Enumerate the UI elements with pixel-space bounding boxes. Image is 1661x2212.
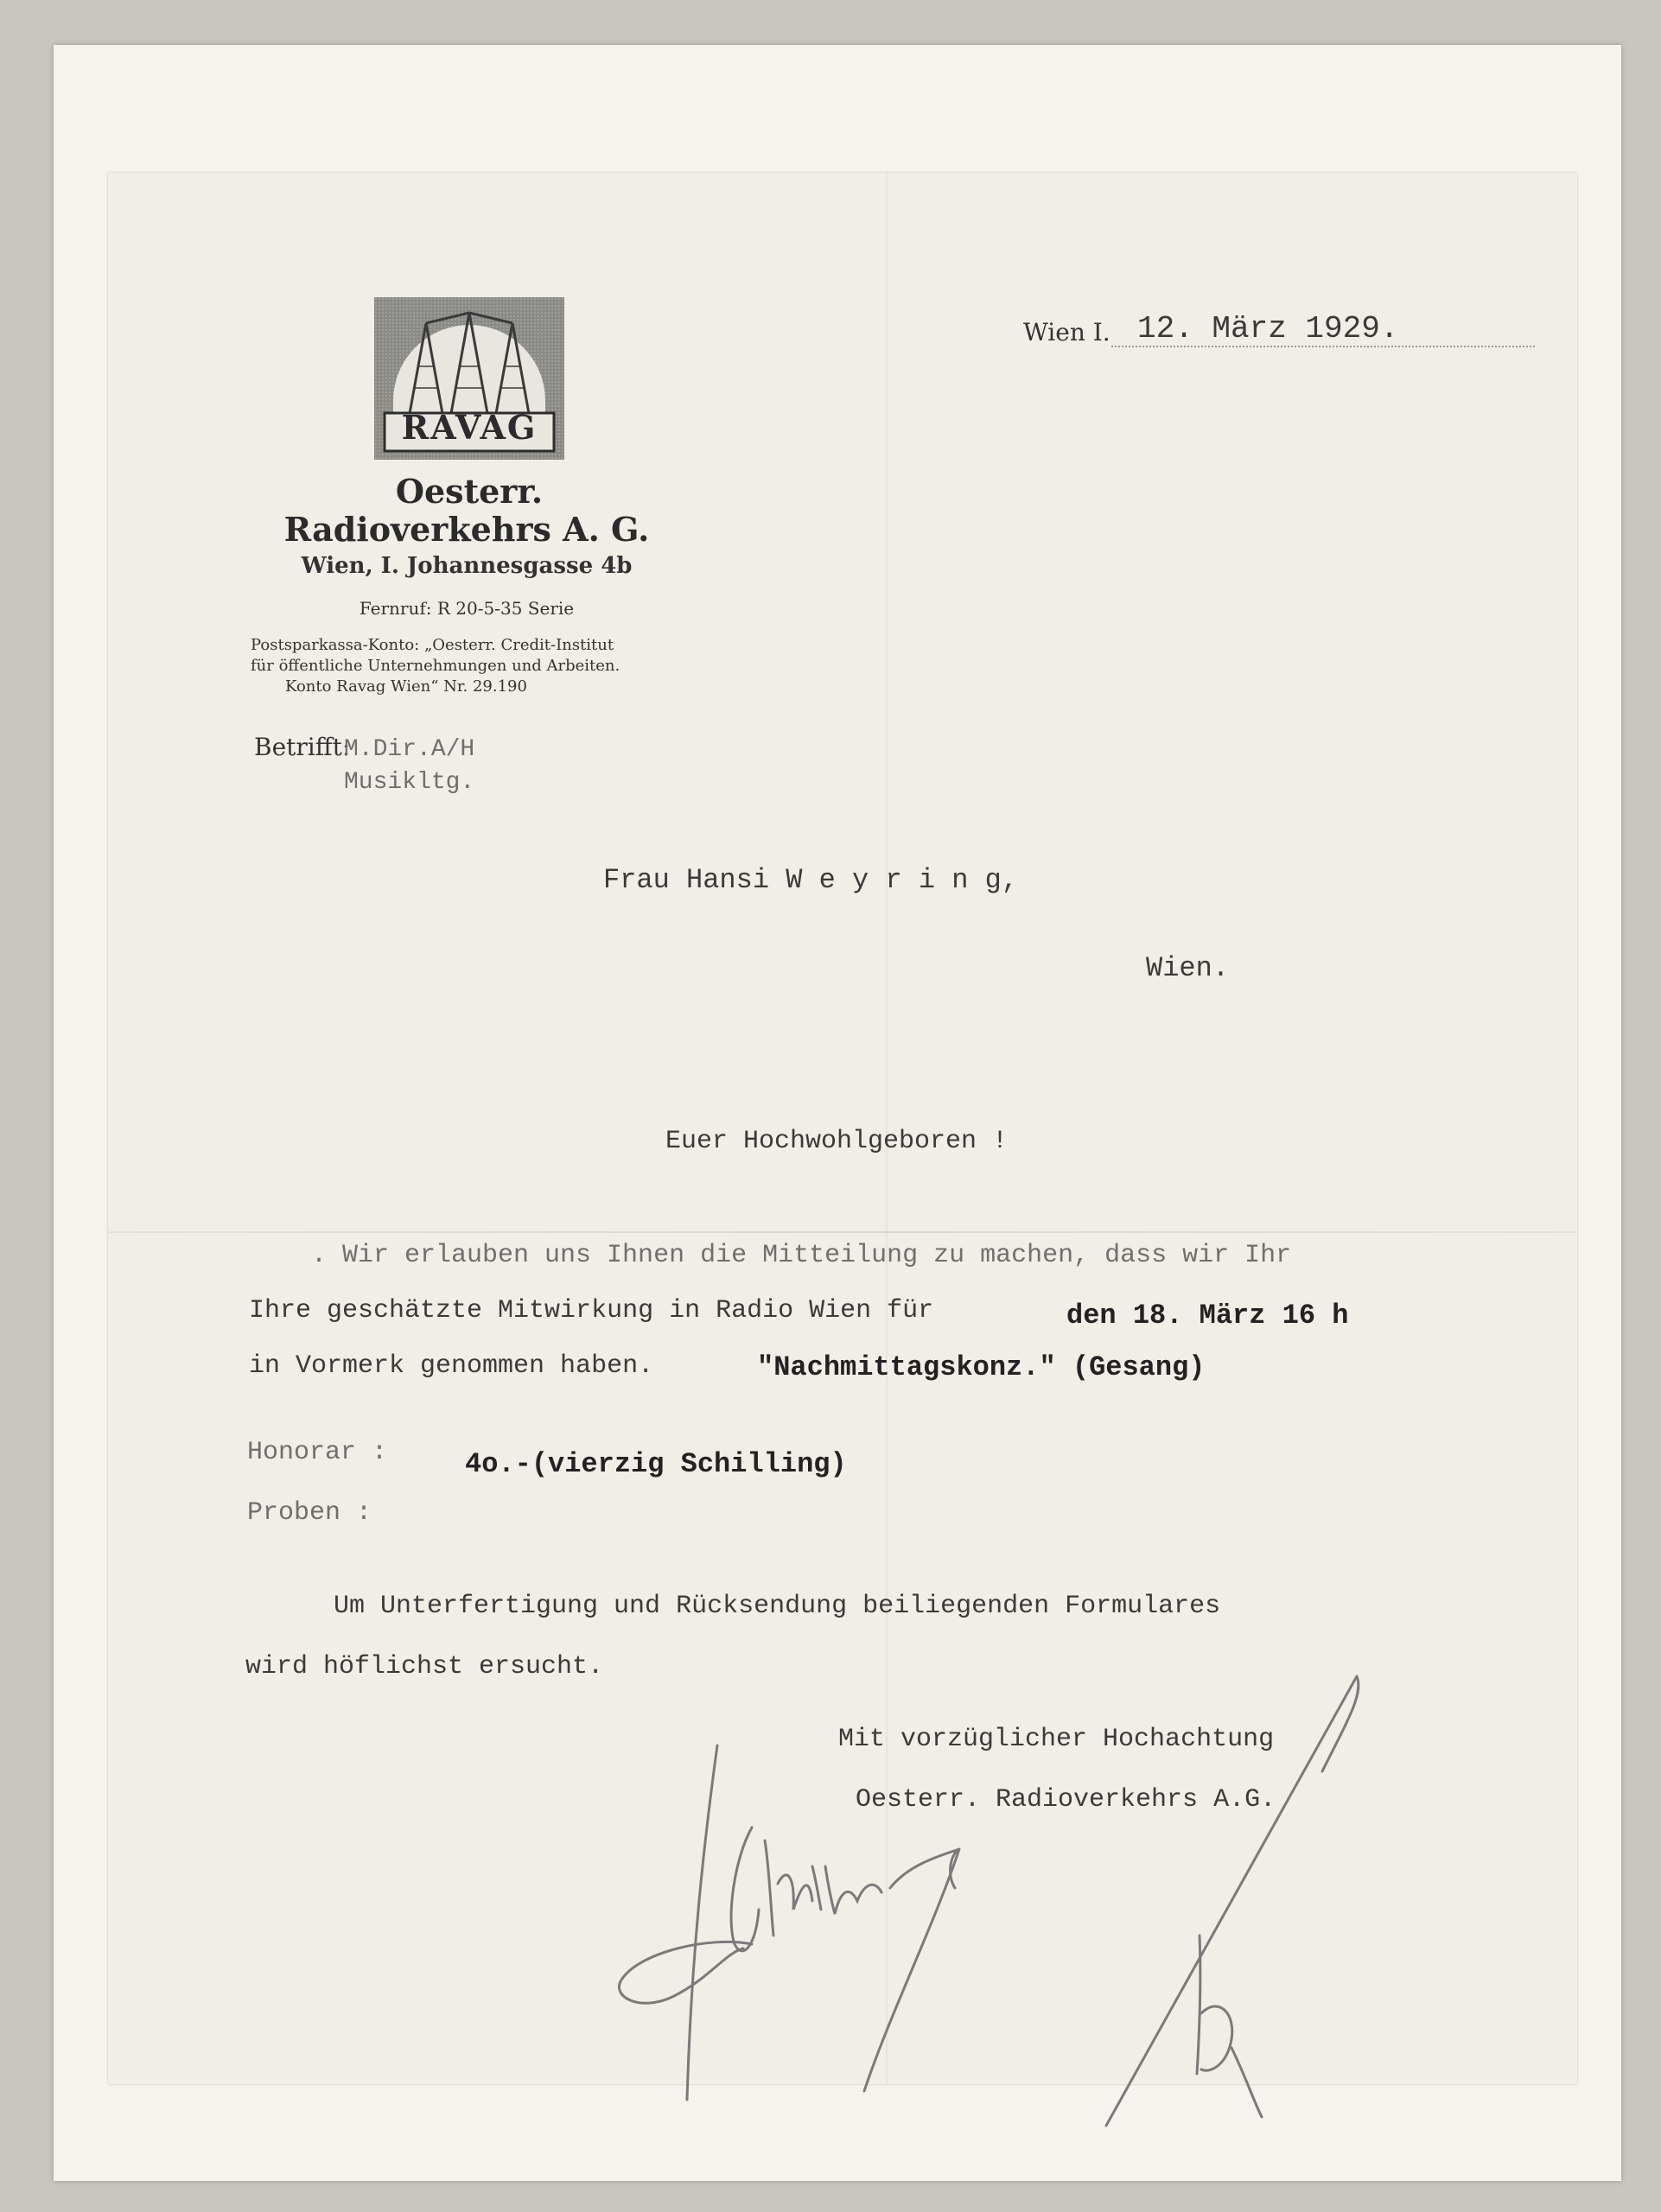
fee-value: 4o.-(vierzig Schilling): [465, 1448, 847, 1480]
reference-label: Betrifft:: [254, 733, 351, 761]
body-line-2-start: Ihre geschätzte Mitwirkung in Radio Wien für: [249, 1296, 934, 1325]
logo-text: RAVAG: [401, 408, 538, 447]
request-line-2: wird höflichst ersucht.: [245, 1652, 604, 1681]
company-address: Wien, I. Johannesgasse 4b: [301, 553, 633, 579]
closing-line-1: Mit vorzüglicher Hochachtung: [838, 1725, 1275, 1754]
bank-line-2: für öffentliche Unternehmungen und Arbeiten.: [251, 657, 620, 675]
body-line-3-start: in Vormerk genommen haben.: [249, 1351, 654, 1381]
body-line-3-program: "Nachmittagskonz." (Gesang): [757, 1351, 1206, 1383]
signature-left: [605, 1737, 1089, 2108]
date-place: Wien I.: [1023, 318, 1111, 346]
reference-line-2: Musikltg.: [344, 769, 475, 796]
body-line-2-date: den 18. März 16 h: [1066, 1300, 1349, 1332]
closing-line-2: Oesterr. Radioverkehrs A.G.: [856, 1785, 1276, 1815]
salutation: Euer Hochwohlgeboren !: [665, 1127, 1009, 1156]
company-name-line2: Radioverkehrs A. G.: [283, 510, 650, 549]
rehearsal-label: Proben :: [247, 1498, 372, 1528]
recipient-city: Wien.: [1146, 952, 1230, 984]
company-phone: Fernruf: R 20-5-35 Serie: [359, 598, 575, 619]
bank-line-3: Konto Ravag Wien“ Nr. 29.190: [285, 677, 527, 696]
bank-line-1: Postsparkassa-Konto: „Oesterr. Credit-Institut: [251, 636, 614, 654]
fold-line-horizontal: [108, 1231, 1577, 1233]
signature-right: [1089, 1668, 1383, 2134]
reference-line-1: M.Dir.A/H: [344, 736, 475, 763]
company-name-line1: Oesterr.: [395, 472, 544, 511]
fee-label: Honorar :: [247, 1438, 388, 1467]
body-line-1: . Wir erlauben uns Ihnen die Mitteilung zu machen, dass wir Ihr: [311, 1241, 1292, 1270]
request-line-1: Um Unterfertigung und Rücksendung beiliegenden Formulares: [334, 1592, 1221, 1621]
date-value: 12. März 1929.: [1137, 311, 1399, 346]
recipient-name: Frau Hansi W e y r i n g,: [603, 864, 1019, 896]
